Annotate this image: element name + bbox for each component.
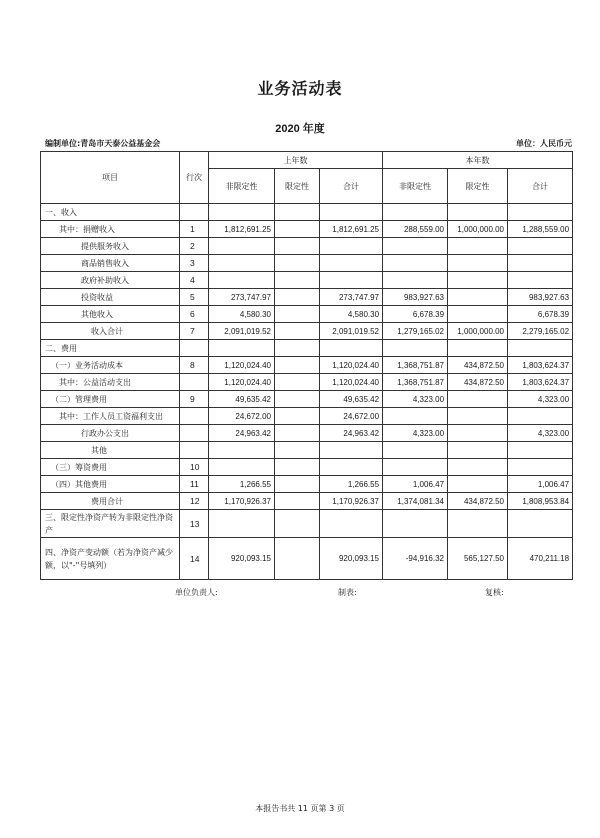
table-row (41, 255, 573, 272)
cell-p3 (320, 442, 383, 459)
cell-c2 (448, 459, 508, 476)
row-label: 其中：公益活动支出 (41, 374, 180, 391)
cell-p3 (320, 272, 383, 289)
cell-p1: 1,170,926.37 (209, 493, 275, 510)
cell-p1: 24,963.42 (209, 425, 275, 442)
cell-c3: 1,006.47 (508, 476, 573, 493)
row-label: （三）筹资费用 (41, 459, 180, 476)
cell-p3: 4,580.30 (320, 306, 383, 323)
cell-p1 (209, 459, 275, 476)
cell-c3 (508, 238, 573, 255)
cell-p3 (320, 255, 383, 272)
cell-p1 (209, 340, 275, 357)
cell-c3 (508, 459, 573, 476)
table-row (41, 493, 573, 510)
row-label: 行政办公支出 (41, 425, 180, 442)
table-row (41, 306, 573, 323)
page-footer: 本报告书共 11 页第 3 页 (255, 804, 345, 813)
cell-p3: 2,091,019.52 (320, 323, 383, 340)
cell-p2 (275, 221, 320, 238)
table-row (41, 408, 573, 425)
cell-c2: 1,000,000.00 (448, 221, 508, 238)
cell-p3: 49,635.42 (320, 391, 383, 408)
table-row (41, 374, 573, 391)
cell-c1: 1,368,751.87 (383, 357, 448, 374)
signature-preparer: 制表: (338, 588, 357, 597)
row-label: （四）其他费用 (41, 476, 180, 493)
row-line-number: 7 (180, 323, 209, 340)
report-year: 2020 年度 (275, 123, 325, 135)
signature-head: 单位负责人: (175, 588, 218, 597)
cell-p3 (320, 204, 383, 221)
cell-c1 (383, 255, 448, 272)
cell-c1 (383, 442, 448, 459)
cell-c3: 1,288,559.00 (508, 221, 573, 238)
activity-table (40, 151, 573, 580)
row-label: 其中：捐赠收入 (41, 221, 180, 238)
cell-p3: 1,266.55 (320, 476, 383, 493)
cell-c3: 470,211.18 (508, 538, 573, 580)
cell-c1: 4,323.00 (383, 425, 448, 442)
row-label: 三、限定性净资产转为非限定性净资产 (41, 510, 180, 538)
row-line-number: 13 (180, 510, 209, 538)
cell-p1: 1,266.55 (209, 476, 275, 493)
cell-p1 (209, 255, 275, 272)
cell-p3 (320, 510, 383, 538)
table-row (41, 510, 573, 538)
cell-c2 (448, 391, 508, 408)
cell-c1: 6,678.39 (383, 306, 448, 323)
cell-c1: 983,927.63 (383, 289, 448, 306)
cell-c3: 4,323.00 (508, 391, 573, 408)
cell-p1 (209, 204, 275, 221)
row-line-number (180, 408, 209, 425)
header-item: 项目 (41, 152, 180, 204)
row-label: 收入合计 (41, 323, 180, 340)
header-curr-year: 本年数 (383, 152, 573, 169)
cell-c1 (383, 340, 448, 357)
table-row (41, 272, 573, 289)
cell-c2 (448, 425, 508, 442)
row-line-number: 5 (180, 289, 209, 306)
cell-c2 (448, 408, 508, 425)
table-row (41, 323, 573, 340)
cell-c1: 1,006.47 (383, 476, 448, 493)
row-label: 其他收入 (41, 306, 180, 323)
row-line-number: 8 (180, 357, 209, 374)
cell-p3: 273,747.97 (320, 289, 383, 306)
row-line-number: 2 (180, 238, 209, 255)
cell-c3 (508, 204, 573, 221)
row-label: 一、收入 (41, 204, 180, 221)
cell-p2 (275, 255, 320, 272)
cell-p3 (320, 238, 383, 255)
cell-c3 (508, 272, 573, 289)
cell-c3: 983,927.63 (508, 289, 573, 306)
table-row (41, 204, 573, 221)
header-prev-total: 合计 (320, 169, 383, 204)
cell-p1: 920,093.15 (209, 538, 275, 580)
row-label: 费用合计 (41, 493, 180, 510)
header-prev-year: 上年数 (209, 152, 383, 169)
row-line-number (180, 204, 209, 221)
cell-p2 (275, 289, 320, 306)
cell-p3: 1,170,926.37 (320, 493, 383, 510)
cell-c3 (508, 510, 573, 538)
cell-p2 (275, 493, 320, 510)
table-row (41, 357, 573, 374)
cell-c2 (448, 442, 508, 459)
row-label: 二、费用 (41, 340, 180, 357)
table-row (41, 221, 573, 238)
cell-p2 (275, 510, 320, 538)
row-line-number: 11 (180, 476, 209, 493)
cell-c1: 4,323.00 (383, 391, 448, 408)
table-row (41, 289, 573, 306)
row-line-number: 9 (180, 391, 209, 408)
row-label: 四、净资产变动额（若为净资产减少额，以"-"号填列） (41, 538, 180, 580)
cell-c1: 1,374,081.34 (383, 493, 448, 510)
cell-p3: 1,120,024.40 (320, 357, 383, 374)
cell-p2 (275, 442, 320, 459)
table-row (41, 238, 573, 255)
header-line: 行次 (180, 152, 209, 204)
cell-p1: 1,812,691.25 (209, 221, 275, 238)
cell-c1 (383, 408, 448, 425)
cell-p3: 24,672.00 (320, 408, 383, 425)
cell-c3 (508, 255, 573, 272)
cell-c1 (383, 510, 448, 538)
header-curr-unrestricted: 非限定性 (383, 169, 448, 204)
header-prev-unrestricted: 非限定性 (209, 169, 275, 204)
cell-c3 (508, 408, 573, 425)
cell-c3: 1,808,953.84 (508, 493, 573, 510)
cell-c2: 1,000,000.00 (448, 323, 508, 340)
row-label: 其他 (41, 442, 180, 459)
cell-c2 (448, 238, 508, 255)
row-label: 提供服务收入 (41, 238, 180, 255)
cell-p2 (275, 425, 320, 442)
row-line-number: 14 (180, 538, 209, 580)
reporting-entity: 编制单位:青岛市天泰公益基金会 (45, 139, 161, 148)
cell-p3: 24,963.42 (320, 425, 383, 442)
cell-c3: 6,678.39 (508, 306, 573, 323)
table-row (41, 391, 573, 408)
cell-c3 (508, 340, 573, 357)
cell-p2 (275, 459, 320, 476)
table-row (41, 538, 573, 580)
cell-p3: 1,120,024.40 (320, 374, 383, 391)
cell-c3: 2,279,165.02 (508, 323, 573, 340)
cell-p1: 1,120,024.40 (209, 374, 275, 391)
cell-c2 (448, 272, 508, 289)
cell-c3: 4,323.00 (508, 425, 573, 442)
cell-c1 (383, 459, 448, 476)
cell-p1 (209, 272, 275, 289)
table-row (41, 459, 573, 476)
cell-p1: 1,120,024.40 (209, 357, 275, 374)
table-row (41, 340, 573, 357)
cell-p2 (275, 357, 320, 374)
header-prev-restricted: 限定性 (275, 169, 320, 204)
cell-c2 (448, 255, 508, 272)
row-line-number (180, 425, 209, 442)
cell-p3: 920,093.15 (320, 538, 383, 580)
cell-p3 (320, 459, 383, 476)
cell-c1: 288,559.00 (383, 221, 448, 238)
table-row (41, 442, 573, 459)
row-label: 商品销售收入 (41, 255, 180, 272)
cell-p1 (209, 238, 275, 255)
cell-p1 (209, 510, 275, 538)
cell-p2 (275, 238, 320, 255)
row-line-number (180, 442, 209, 459)
cell-p1: 273,747.97 (209, 289, 275, 306)
cell-c1: -94,916.32 (383, 538, 448, 580)
cell-p2 (275, 204, 320, 221)
header-curr-restricted: 限定性 (448, 169, 508, 204)
cell-c1 (383, 272, 448, 289)
cell-p1: 4,580.30 (209, 306, 275, 323)
cell-p2 (275, 340, 320, 357)
cell-p2 (275, 306, 320, 323)
row-label: 其中：工作人员工资福利支出 (41, 408, 180, 425)
cell-c2 (448, 476, 508, 493)
cell-p2 (275, 408, 320, 425)
cell-p3: 1,812,691.25 (320, 221, 383, 238)
row-label: （二）管理费用 (41, 391, 180, 408)
row-line-number: 6 (180, 306, 209, 323)
header-curr-total: 合计 (508, 169, 573, 204)
cell-c2: 434,872.50 (448, 357, 508, 374)
cell-c2 (448, 340, 508, 357)
cell-p2 (275, 391, 320, 408)
row-line-number: 10 (180, 459, 209, 476)
cell-c2: 434,872.50 (448, 493, 508, 510)
row-line-number: 12 (180, 493, 209, 510)
cell-p1: 24,672.00 (209, 408, 275, 425)
table-row (41, 425, 573, 442)
cell-p1: 2,091,019.52 (209, 323, 275, 340)
cell-c3: 1,803,624.37 (508, 357, 573, 374)
row-line-number: 3 (180, 255, 209, 272)
cell-p2 (275, 323, 320, 340)
cell-c2 (448, 289, 508, 306)
cell-c1: 1,368,751.87 (383, 374, 448, 391)
cell-c1 (383, 238, 448, 255)
cell-p2 (275, 374, 320, 391)
signature-reviewer: 复核: (485, 588, 504, 597)
cell-c2: 565,127.50 (448, 538, 508, 580)
currency-unit: 单位：人民币元 (516, 139, 572, 148)
table-row (41, 476, 573, 493)
cell-c1 (383, 204, 448, 221)
cell-p1: 49,635.42 (209, 391, 275, 408)
row-line-number (180, 340, 209, 357)
cell-c3 (508, 442, 573, 459)
cell-c2 (448, 204, 508, 221)
cell-c2: 434,872.50 (448, 374, 508, 391)
cell-p2 (275, 538, 320, 580)
cell-p1 (209, 442, 275, 459)
row-label: 政府补助收入 (41, 272, 180, 289)
cell-c1: 1,279,165.02 (383, 323, 448, 340)
row-line-number: 1 (180, 221, 209, 238)
row-label: 投资收益 (41, 289, 180, 306)
cell-p2 (275, 476, 320, 493)
cell-c3: 1,803,624.37 (508, 374, 573, 391)
row-line-number: 4 (180, 272, 209, 289)
cell-c2 (448, 510, 508, 538)
report-title: 业务活动表 (257, 79, 343, 98)
row-label: （一）业务活动成本 (41, 357, 180, 374)
cell-p2 (275, 272, 320, 289)
cell-c2 (448, 306, 508, 323)
row-line-number (180, 374, 209, 391)
cell-p3 (320, 340, 383, 357)
